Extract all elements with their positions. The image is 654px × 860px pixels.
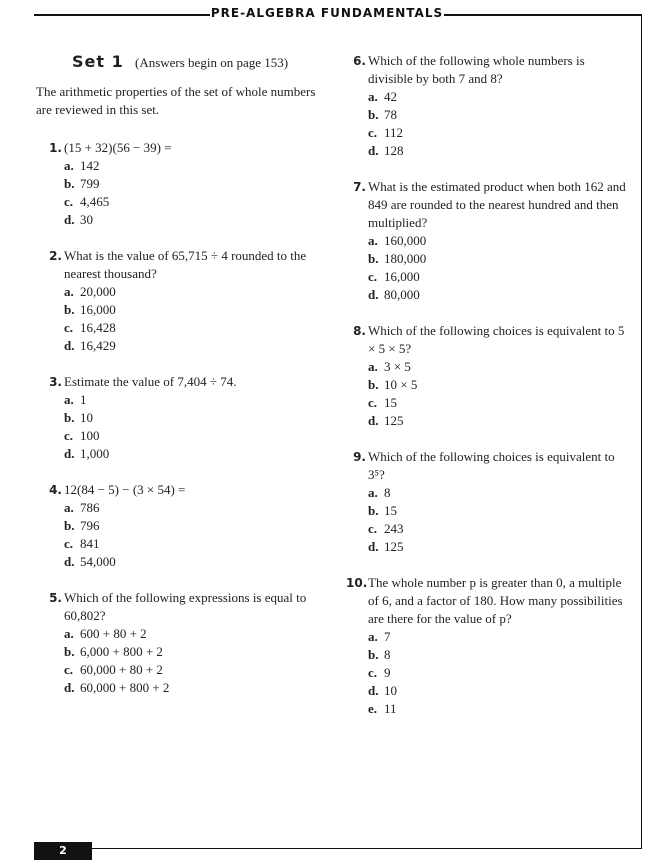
option-text: 180,000 xyxy=(384,251,427,266)
option-letter: b. xyxy=(368,647,379,662)
question-number: 1. xyxy=(49,141,62,155)
answer-option xyxy=(36,427,326,445)
option-text: 160,000 xyxy=(384,233,427,248)
option-letter: a. xyxy=(368,629,378,644)
question-text: Which of the following choices is equivalent to 5 × 5 × 5? xyxy=(368,323,625,356)
option-text: 6,000 + 800 + 2 xyxy=(80,644,163,659)
answer-option xyxy=(36,445,326,463)
option-text: 142 xyxy=(80,158,100,173)
option-letter: d. xyxy=(64,212,75,227)
question-number: 3. xyxy=(49,375,62,389)
answer-option xyxy=(346,124,631,142)
option-letter: c. xyxy=(368,521,378,536)
option-text: 16,000 xyxy=(80,302,116,317)
option-letter: b. xyxy=(64,410,75,425)
question-stem xyxy=(36,589,326,625)
option-letter: d. xyxy=(368,683,379,698)
answer-option xyxy=(346,376,631,394)
question-6 xyxy=(346,52,631,160)
option-letter: a. xyxy=(368,485,378,500)
question-text: Estimate the value of 7,404 ÷ 74. xyxy=(64,374,237,389)
option-text: 796 xyxy=(80,518,100,533)
question-text: Which of the following whole numbers is divisible by both 7 and 8? xyxy=(368,53,585,86)
question-stem xyxy=(36,247,326,283)
page-border-bottom xyxy=(34,848,642,849)
option-letter: c. xyxy=(64,194,74,209)
option-text: 100 xyxy=(80,428,100,443)
question-text: (15 + 32)(56 − 39) = xyxy=(64,140,172,155)
question-number: 9. xyxy=(353,450,366,464)
answer-option xyxy=(346,286,631,304)
question-number: 4. xyxy=(49,483,62,497)
answer-option xyxy=(346,682,631,700)
question-stem xyxy=(36,139,326,157)
question-8 xyxy=(346,322,631,430)
answer-option xyxy=(36,661,326,679)
question-10 xyxy=(346,574,631,718)
header-rule-right xyxy=(444,14,642,16)
question-stem xyxy=(346,574,631,628)
answer-option xyxy=(346,484,631,502)
option-letter: d. xyxy=(368,143,379,158)
option-letter: d. xyxy=(64,338,75,353)
answer-option xyxy=(36,625,326,643)
option-letter: c. xyxy=(64,320,74,335)
option-letter: c. xyxy=(368,665,378,680)
option-text: 10 × 5 xyxy=(384,377,418,392)
option-text: 4,465 xyxy=(80,194,110,209)
running-header: PRE-ALGEBRA FUNDAMENTALS xyxy=(210,6,444,20)
answer-option xyxy=(36,319,326,337)
answer-option xyxy=(346,538,631,556)
option-text: 125 xyxy=(384,539,404,554)
question-number: 6. xyxy=(353,54,366,68)
option-letter: c. xyxy=(368,395,378,410)
option-text: 60,000 + 80 + 2 xyxy=(80,662,163,677)
option-text: 30 xyxy=(80,212,93,227)
option-letter: d. xyxy=(64,680,75,695)
question-4 xyxy=(36,481,326,571)
option-letter: d. xyxy=(64,446,75,461)
option-letter: b. xyxy=(64,176,75,191)
answer-option xyxy=(36,193,326,211)
option-letter: b. xyxy=(64,644,75,659)
option-letter: b. xyxy=(368,107,379,122)
option-letter: a. xyxy=(64,158,74,173)
answer-option xyxy=(36,517,326,535)
question-number: 8. xyxy=(353,324,366,338)
option-letter: d. xyxy=(368,413,379,428)
answer-option xyxy=(346,700,631,718)
option-letter: b. xyxy=(368,251,379,266)
option-text: 16,428 xyxy=(80,320,116,335)
option-text: 112 xyxy=(384,125,404,140)
option-letter: d. xyxy=(368,287,379,302)
option-letter: c. xyxy=(64,536,74,551)
answer-option xyxy=(36,175,326,193)
answer-option xyxy=(346,646,631,664)
answer-option xyxy=(36,157,326,175)
answer-option xyxy=(346,106,631,124)
option-text: 600 + 80 + 2 xyxy=(80,626,147,641)
option-letter: a. xyxy=(64,500,74,515)
right-column xyxy=(346,52,631,736)
question-stem xyxy=(36,373,326,391)
option-text: 8 xyxy=(384,485,391,500)
option-text: 9 xyxy=(384,665,391,680)
question-9 xyxy=(346,448,631,556)
answer-option xyxy=(36,643,326,661)
option-letter: c. xyxy=(368,269,378,284)
answer-option xyxy=(346,394,631,412)
question-5 xyxy=(36,589,326,697)
answer-option xyxy=(36,409,326,427)
answer-option xyxy=(346,88,631,106)
option-text: 8 xyxy=(384,647,391,662)
answer-option xyxy=(36,283,326,301)
option-text: 78 xyxy=(384,107,397,122)
option-text: 10 xyxy=(80,410,93,425)
question-text: What is the value of 65,715 ÷ 4 rounded to the nearest thousand? xyxy=(64,248,307,281)
answer-option xyxy=(346,232,631,250)
question-text: What is the estimated product when both 162 and 849 are rounded to the nearest hundred and then multiplied? xyxy=(368,179,626,230)
answer-option xyxy=(346,664,631,682)
answer-option xyxy=(36,553,326,571)
option-text: 15 xyxy=(384,395,397,410)
answer-option xyxy=(346,268,631,286)
option-letter: c. xyxy=(64,662,74,677)
answer-option xyxy=(36,679,326,697)
answer-option xyxy=(346,412,631,430)
answer-option xyxy=(36,211,326,229)
question-stem xyxy=(36,481,326,499)
option-text: 125 xyxy=(384,413,404,428)
option-text: 10 xyxy=(384,683,397,698)
option-letter: a. xyxy=(64,284,74,299)
answer-option xyxy=(346,142,631,160)
option-letter: a. xyxy=(64,392,74,407)
answer-option xyxy=(36,535,326,553)
set-heading xyxy=(36,52,326,71)
option-text: 11 xyxy=(384,701,397,716)
option-text: 243 xyxy=(384,521,404,536)
question-stem xyxy=(346,448,631,484)
header-rule-left xyxy=(34,14,210,16)
answer-option xyxy=(36,301,326,319)
option-text: 16,000 xyxy=(384,269,420,284)
option-text: 20,000 xyxy=(80,284,116,299)
option-letter: c. xyxy=(368,125,378,140)
option-text: 841 xyxy=(80,536,100,551)
option-letter: b. xyxy=(368,503,379,518)
question-text: Which of the following expressions is equal to 60,802? xyxy=(64,590,307,623)
option-letter: b. xyxy=(64,518,75,533)
option-text: 54,000 xyxy=(80,554,116,569)
answer-option xyxy=(36,337,326,355)
question-7 xyxy=(346,178,631,304)
option-text: 799 xyxy=(80,176,100,191)
option-letter: b. xyxy=(64,302,75,317)
set-note: (Answers begin on page 153) xyxy=(134,55,289,70)
question-text: Which of the following choices is equivalent to 3⁵? xyxy=(368,449,615,482)
option-letter: a. xyxy=(64,626,74,641)
set-title: Set 1 xyxy=(72,52,124,71)
option-text: 786 xyxy=(80,500,100,515)
question-number: 10. xyxy=(346,576,368,590)
option-letter: a. xyxy=(368,233,378,248)
option-letter: a. xyxy=(368,359,378,374)
question-stem xyxy=(346,322,631,358)
question-1 xyxy=(36,139,326,229)
option-text: 128 xyxy=(384,143,404,158)
option-letter: a. xyxy=(368,89,378,104)
answer-option xyxy=(346,502,631,520)
set-intro: The arithmetic properties of the set of whole numbers are reviewed in this set. xyxy=(36,84,316,117)
option-text: 15 xyxy=(384,503,397,518)
answer-option xyxy=(346,250,631,268)
question-stem xyxy=(346,178,631,232)
answer-option xyxy=(36,499,326,517)
question-stem xyxy=(346,52,631,88)
answer-option xyxy=(36,391,326,409)
option-text: 60,000 + 800 + 2 xyxy=(80,680,170,695)
option-letter: b. xyxy=(368,377,379,392)
answer-option xyxy=(346,358,631,376)
option-text: 80,000 xyxy=(384,287,420,302)
question-number: 7. xyxy=(353,180,366,194)
option-letter: d. xyxy=(368,539,379,554)
answer-option xyxy=(346,628,631,646)
option-text: 16,429 xyxy=(80,338,116,353)
question-number: 2. xyxy=(49,249,62,263)
left-column xyxy=(36,52,326,715)
page-border-right xyxy=(641,14,642,849)
option-letter: e. xyxy=(368,701,378,716)
option-letter: d. xyxy=(64,554,75,569)
question-number: 5. xyxy=(49,591,62,605)
answer-option xyxy=(346,520,631,538)
question-text: 12(84 − 5) − (3 × 54) = xyxy=(64,482,186,497)
question-text: The whole number p is greater than 0, a multiple of 6, and a factor of 180. How many possibilities are there for the value of p? xyxy=(368,575,623,626)
question-2 xyxy=(36,247,326,355)
page-number: 2 xyxy=(34,842,92,860)
option-text: 42 xyxy=(384,89,397,104)
option-text: 1 xyxy=(80,392,87,407)
option-text: 1,000 xyxy=(80,446,110,461)
question-3 xyxy=(36,373,326,463)
option-text: 3 × 5 xyxy=(384,359,411,374)
option-text: 7 xyxy=(384,629,391,644)
option-letter: c. xyxy=(64,428,74,443)
